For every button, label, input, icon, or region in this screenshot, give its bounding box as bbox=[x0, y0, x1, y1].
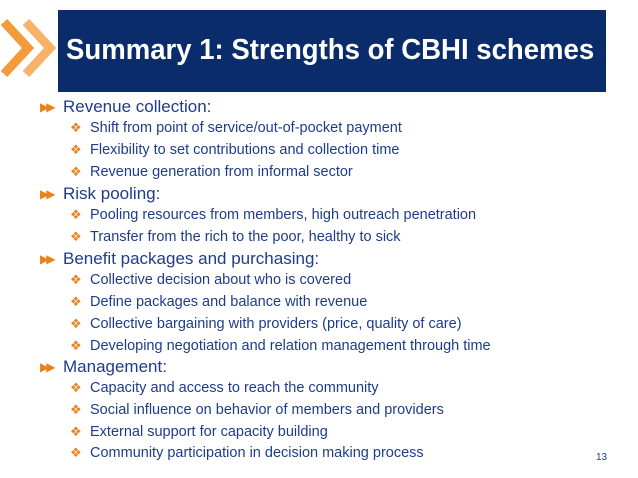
diamond-bullet-icon: ❖ bbox=[70, 272, 82, 287]
list-item bbox=[70, 314, 462, 334]
list-item bbox=[70, 162, 353, 182]
list-item-text: Define packages and balance with revenue bbox=[90, 294, 368, 310]
diamond-bullet-icon: ❖ bbox=[70, 424, 82, 439]
list-item bbox=[70, 336, 491, 356]
section-label: Benefit packages and purchasing: bbox=[63, 249, 320, 268]
diamond-bullet-icon: ❖ bbox=[70, 294, 82, 309]
list-item bbox=[70, 140, 399, 160]
chevron-logo-icon bbox=[0, 0, 60, 96]
section-label: Risk pooling: bbox=[63, 184, 161, 203]
section-revenue-collection bbox=[40, 96, 211, 118]
list-item-text: Collective decision about who is covered bbox=[90, 272, 352, 288]
diamond-bullet-icon: ❖ bbox=[70, 207, 82, 222]
list-item-text: Capacity and access to reach the community bbox=[90, 380, 379, 396]
double-arrow-bullet-icon: ▶▶ bbox=[40, 100, 53, 114]
diamond-bullet-icon: ❖ bbox=[70, 142, 82, 157]
diamond-bullet-icon: ❖ bbox=[70, 316, 82, 331]
list-item-text: Shift from point of service/out-of-pocket payment bbox=[90, 120, 402, 136]
title-bar bbox=[58, 10, 606, 92]
list-item-text: External support for capacity building bbox=[90, 424, 328, 440]
section-risk-pooling bbox=[40, 183, 160, 205]
list-item bbox=[70, 205, 476, 225]
list-item bbox=[70, 292, 367, 312]
list-item-text: Community participation in decision making process bbox=[90, 445, 424, 461]
diamond-bullet-icon: ❖ bbox=[70, 229, 82, 244]
page-number: 13 bbox=[596, 452, 608, 463]
list-item bbox=[70, 227, 401, 247]
list-item-text: Social influence on behavior of members and providers bbox=[90, 402, 444, 418]
list-item-text: Flexibility to set contributions and collection time bbox=[90, 142, 400, 158]
diamond-bullet-icon: ❖ bbox=[70, 402, 82, 417]
diamond-bullet-icon: ❖ bbox=[70, 120, 82, 135]
list-item bbox=[70, 118, 402, 138]
list-item-text: Pooling resources from members, high outreach penetration bbox=[90, 207, 477, 223]
list-item bbox=[70, 270, 351, 290]
section-benefit-packages bbox=[40, 248, 319, 270]
diamond-bullet-icon: ❖ bbox=[70, 380, 82, 395]
section-label: Revenue collection: bbox=[63, 97, 212, 116]
list-item bbox=[70, 400, 444, 420]
section-label: Management: bbox=[63, 357, 167, 376]
double-arrow-bullet-icon: ▶▶ bbox=[40, 187, 53, 201]
diamond-bullet-icon: ❖ bbox=[70, 338, 82, 353]
slide-title: Summary 1: Strengths of CBHI schemes bbox=[66, 34, 595, 66]
list-item bbox=[70, 378, 379, 398]
section-management bbox=[40, 356, 167, 378]
list-item bbox=[70, 422, 328, 442]
diamond-bullet-icon: ❖ bbox=[70, 164, 82, 179]
list-item-text: Revenue generation from informal sector bbox=[90, 164, 353, 180]
list-item-text: Transfer from the rich to the poor, healthy to sick bbox=[90, 229, 401, 245]
list-item bbox=[70, 443, 424, 463]
double-arrow-bullet-icon: ▶▶ bbox=[40, 360, 53, 374]
double-arrow-bullet-icon: ▶▶ bbox=[40, 252, 53, 266]
list-item-text: Collective bargaining with providers (price, quality of care) bbox=[90, 316, 462, 332]
list-item-text: Developing negotiation and relation management through time bbox=[90, 338, 491, 354]
diamond-bullet-icon: ❖ bbox=[70, 445, 82, 460]
